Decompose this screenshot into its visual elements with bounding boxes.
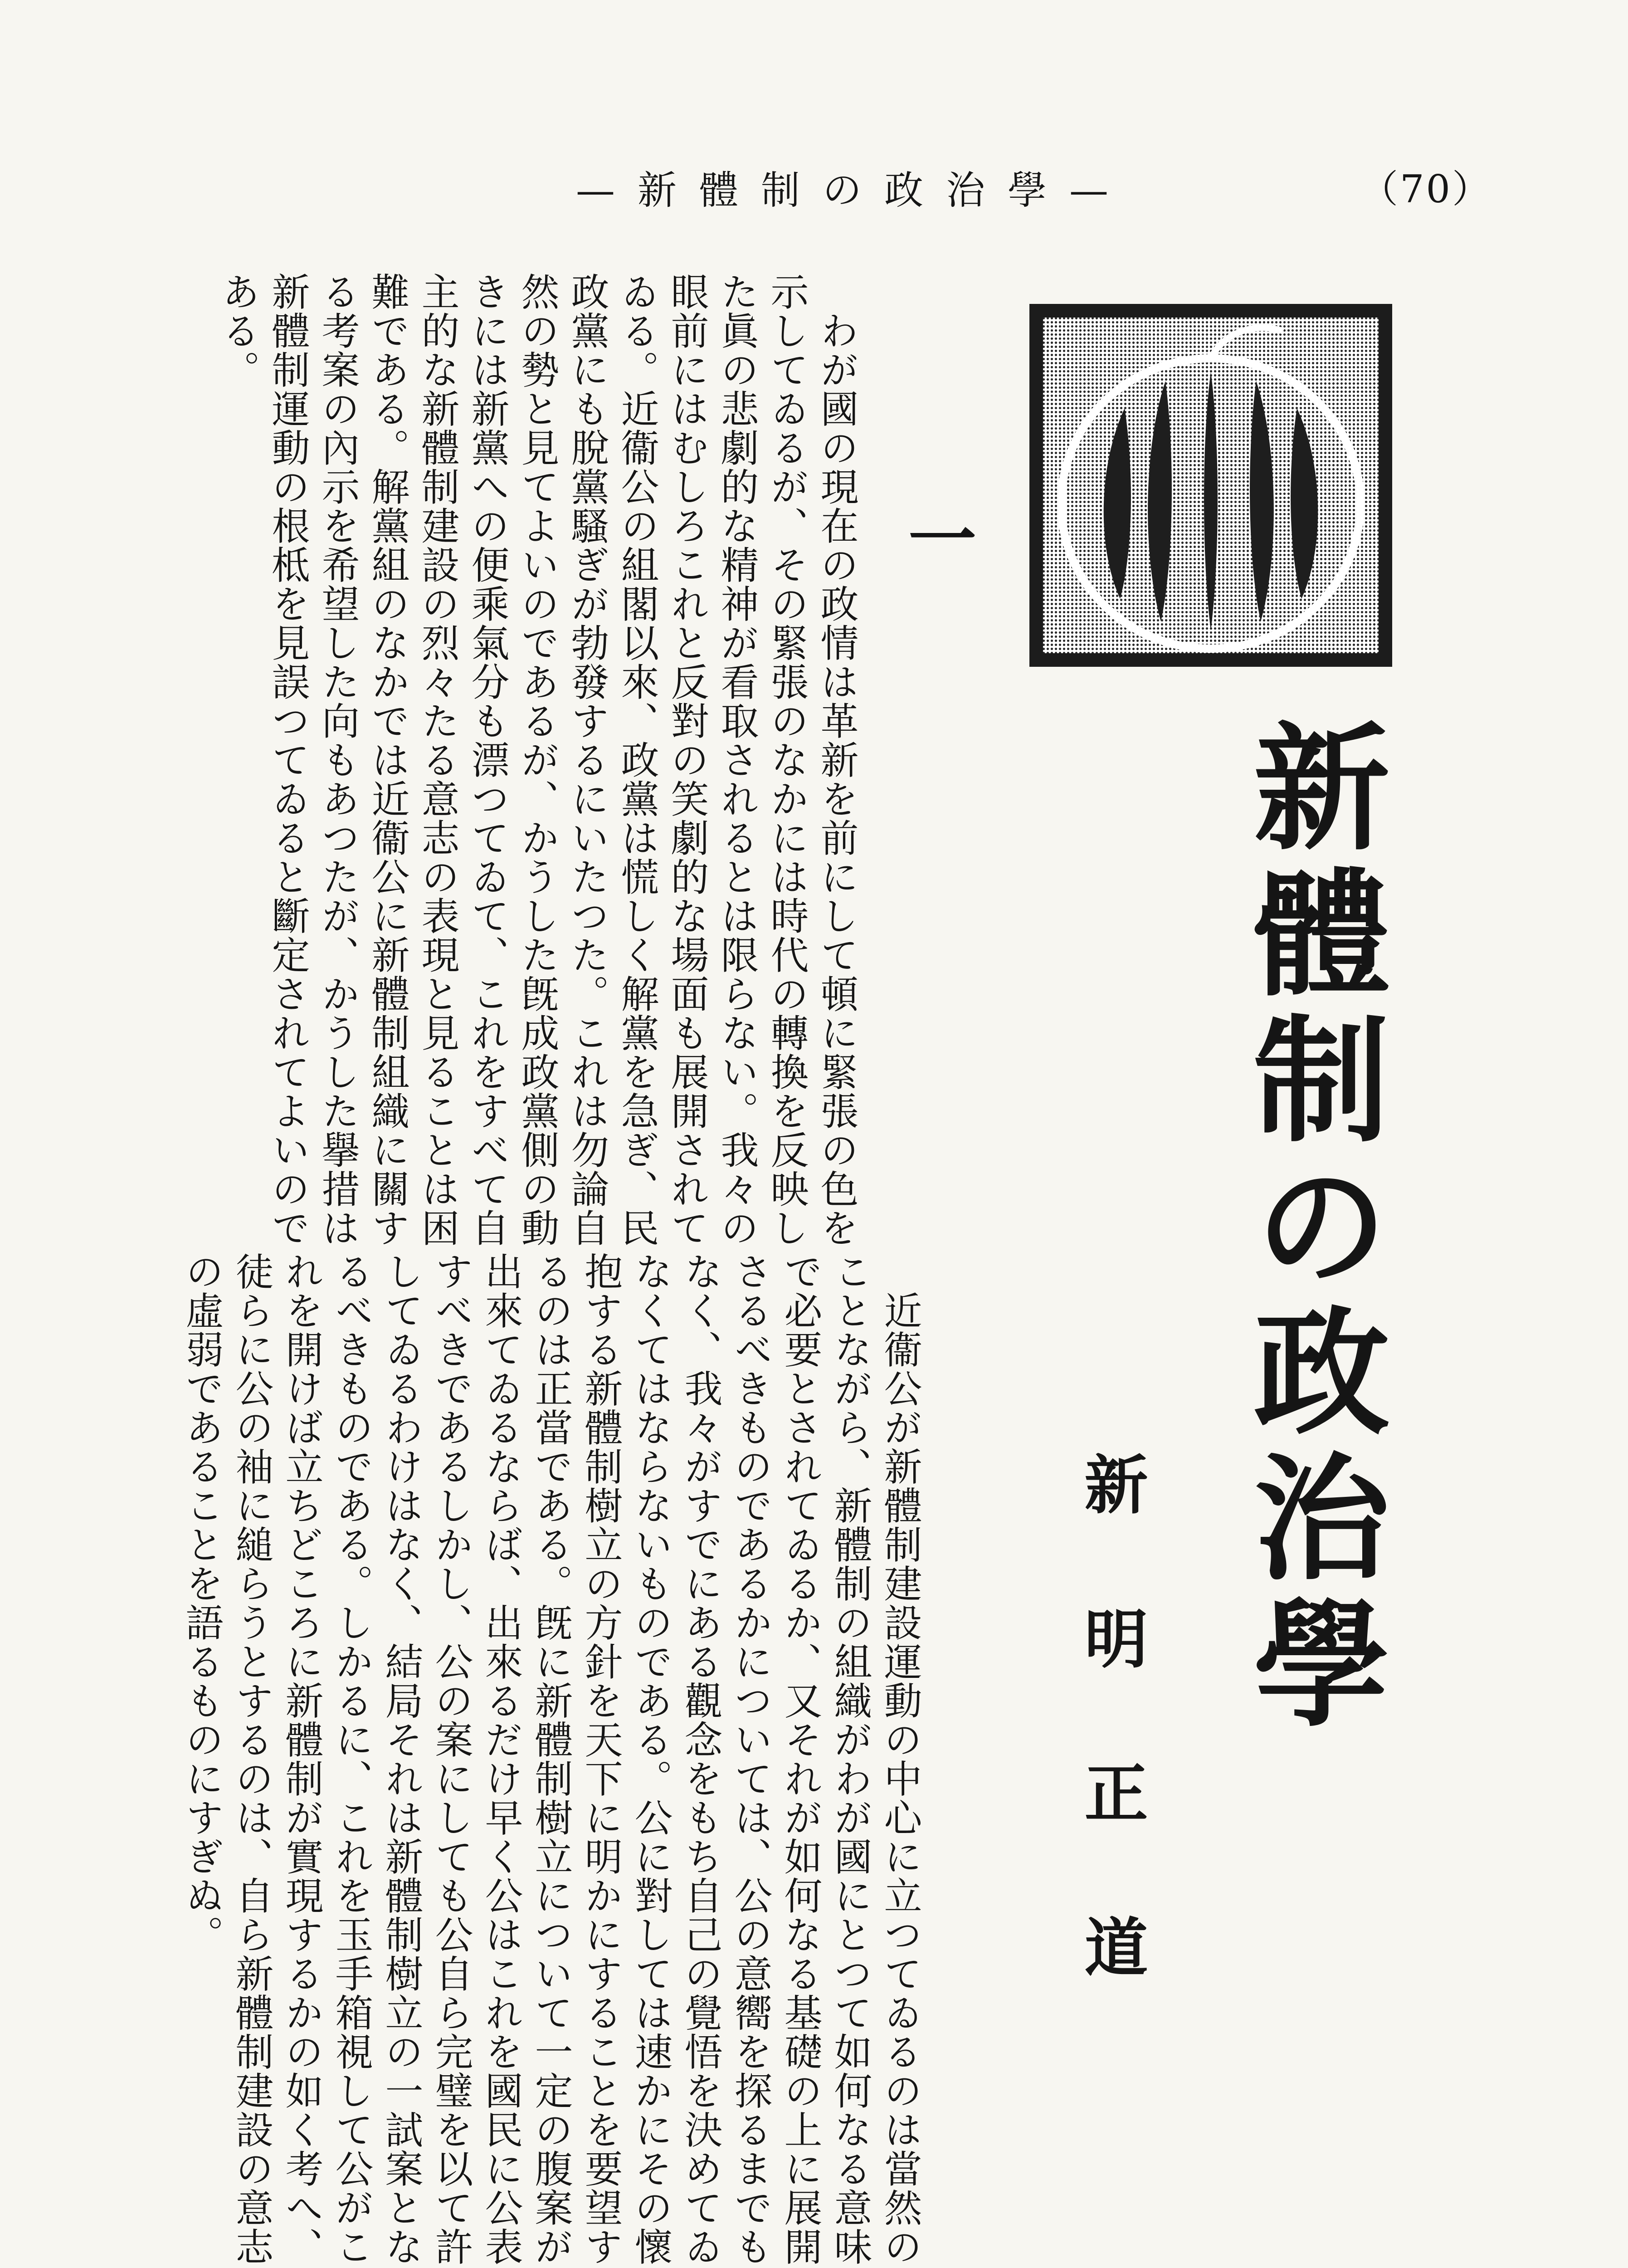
paragraph: 近衞公が新體制建設運動の中心に立つてゐるのは當然のことながら、新體制の組織がわが國にとつて如何なる意味で必要とされてゐるか、又それが如何なる基礎の上に展開さるべきものであるかについては、公の意嚮を探るまでもなく、我々がすでにある觀念をもち自己の覺悟を決めてゐなくてはならないものである。公に對しては速かにその懷抱する新體制樹立の方針を天下に明かにすることを要望するのは正當である。旣に新體制樹立について一定の腹案が出來てゐるならば、出來るだけ早く公はこれを國民に公表すべきであるしかし、公の案にしても公自ら完璧を以て許してゐるわけはなく、結局それは新體制樹立の一試案となるべきものである。しかるに、これを玉手箱視して公がこれを開けば立ちどころに新體制が實現するかの如く考へ、徒らに公の袖に縋らうとするのは、自ら新體制建設の意志の虛弱であることを語るものにすぎぬ。 bbox=[180, 1252, 922, 2266]
page-number: （70） bbox=[1360, 167, 1492, 211]
author-name: 新明正道 bbox=[1074, 1452, 1148, 2068]
body-text-upper bbox=[216, 272, 862, 1270]
body-text-lower bbox=[180, 1252, 925, 2268]
running-header: —新體制の政治學— bbox=[576, 168, 1131, 213]
melon-woodcut-icon bbox=[1029, 304, 1392, 667]
section-number: 一 bbox=[897, 503, 976, 572]
article-title: 新體制の政治學 bbox=[1231, 717, 1391, 1739]
paragraph: わが國の現在の政情は革新を前にして頓に緊張の色を示してゐるが、その緊張のなかには時代の轉換を反映した眞の悲劇的な精神が看取されるとは限らない。我々の眼前にはむしろこれと反對の笑劇的な場面も展開されてゐる。近衞公の組閣以來、政黨は慌しく解黨を急ぎ、民政黨にも脫黨騷ぎが勃發するにいたつた。これは勿論自然の勢と見てよいのであるが、かうした旣成政黨側の動きには新黨への便乘氣分も漂つてゐて、これをすべて自主的な新體制建設の烈々たる意志の表現と見ることは困難である。解黨組のなかでは近衞公に新體制組織に關する考案の內示を希望した向もあつたが、かうした擧措は新體制運動の根柢を見誤つてゐると斷定されてよいのである。 bbox=[216, 272, 859, 1247]
